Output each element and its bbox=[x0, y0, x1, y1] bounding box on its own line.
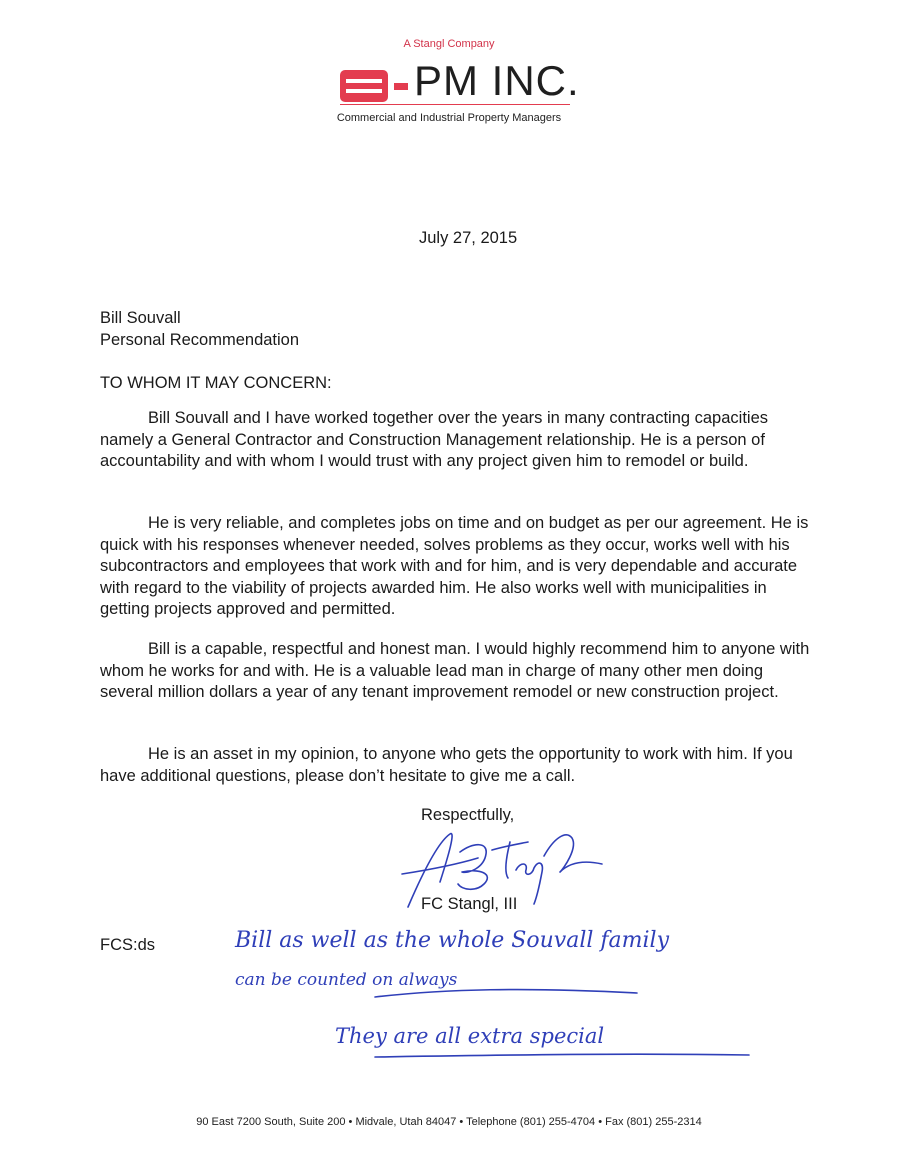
footer-address: 90 East 7200 South, Suite 200 • Midvale, Utah 84047 • Telephone (801) 255-4704 • Fax (801) 255-2314 bbox=[196, 1116, 702, 1128]
paragraph-4 bbox=[100, 744, 820, 787]
paragraph-text: He is very reliable, and completes jobs on time and on budget as per our agreement. He is quick with his responses whenever needed, solves problems as they occur, works well with his subcontractors and employees that work with and for him, and is very dependable and accurate with regard to the viability of projects awarded him. He also works well with municipalities in getting projects approved and permitted. bbox=[100, 514, 809, 618]
handwritten-signature bbox=[388, 812, 628, 922]
paragraph-text: Bill Souvall and I have worked together over the years in many contracting capacities namely a General Contractor and Construction Management relationship. He is a person of accountability and with whom I would trust with any project given him to remodel or build. bbox=[100, 409, 768, 470]
logo-dash bbox=[394, 83, 408, 90]
handwritten-note bbox=[225, 915, 785, 1075]
note-line-2: can be counted on always bbox=[235, 970, 458, 990]
paragraph-text: He is an asset in my opinion, to anyone who gets the opportunity to work with him. If you have additional questions, please don’t hesitate to give me a call. bbox=[100, 745, 793, 785]
typist-initials: FCS:ds bbox=[100, 936, 156, 954]
note-line-1: Bill as well as the whole Souvall family bbox=[235, 928, 670, 953]
letter-date: July 27, 2015 bbox=[419, 229, 518, 247]
letterhead-rule bbox=[340, 104, 570, 105]
company-name: PM INC. bbox=[414, 57, 580, 104]
signer-name: FC Stangl, III bbox=[421, 895, 518, 913]
note-underline-1 bbox=[375, 990, 637, 997]
note-line-3: They are all extra special bbox=[335, 1024, 605, 1048]
recipient-subject: Personal Recommendation bbox=[100, 330, 300, 349]
paragraph-1 bbox=[100, 408, 820, 473]
letterhead-subtitle: Commercial and Industrial Property Managers bbox=[336, 112, 562, 124]
recipient-name: Bill Souvall bbox=[100, 309, 181, 327]
paragraph-2 bbox=[100, 513, 820, 621]
paragraph-3 bbox=[100, 639, 820, 704]
letterhead-tagline: A Stangl Company bbox=[403, 38, 495, 50]
closing: Respectfully, bbox=[421, 806, 515, 824]
recipient-block bbox=[100, 308, 299, 351]
logo-s-mark bbox=[340, 70, 388, 102]
note-underline-2 bbox=[375, 1054, 749, 1057]
salutation: TO WHOM IT MAY CONCERN: bbox=[100, 374, 332, 392]
paragraph-text: Bill is a capable, respectful and honest man. I would highly recommend him to anyone with whom he works for and with. He is a valuable lead man in charge of many other men doing several million dollars a year of any tenant improvement remodel or new construction project. bbox=[100, 640, 810, 701]
